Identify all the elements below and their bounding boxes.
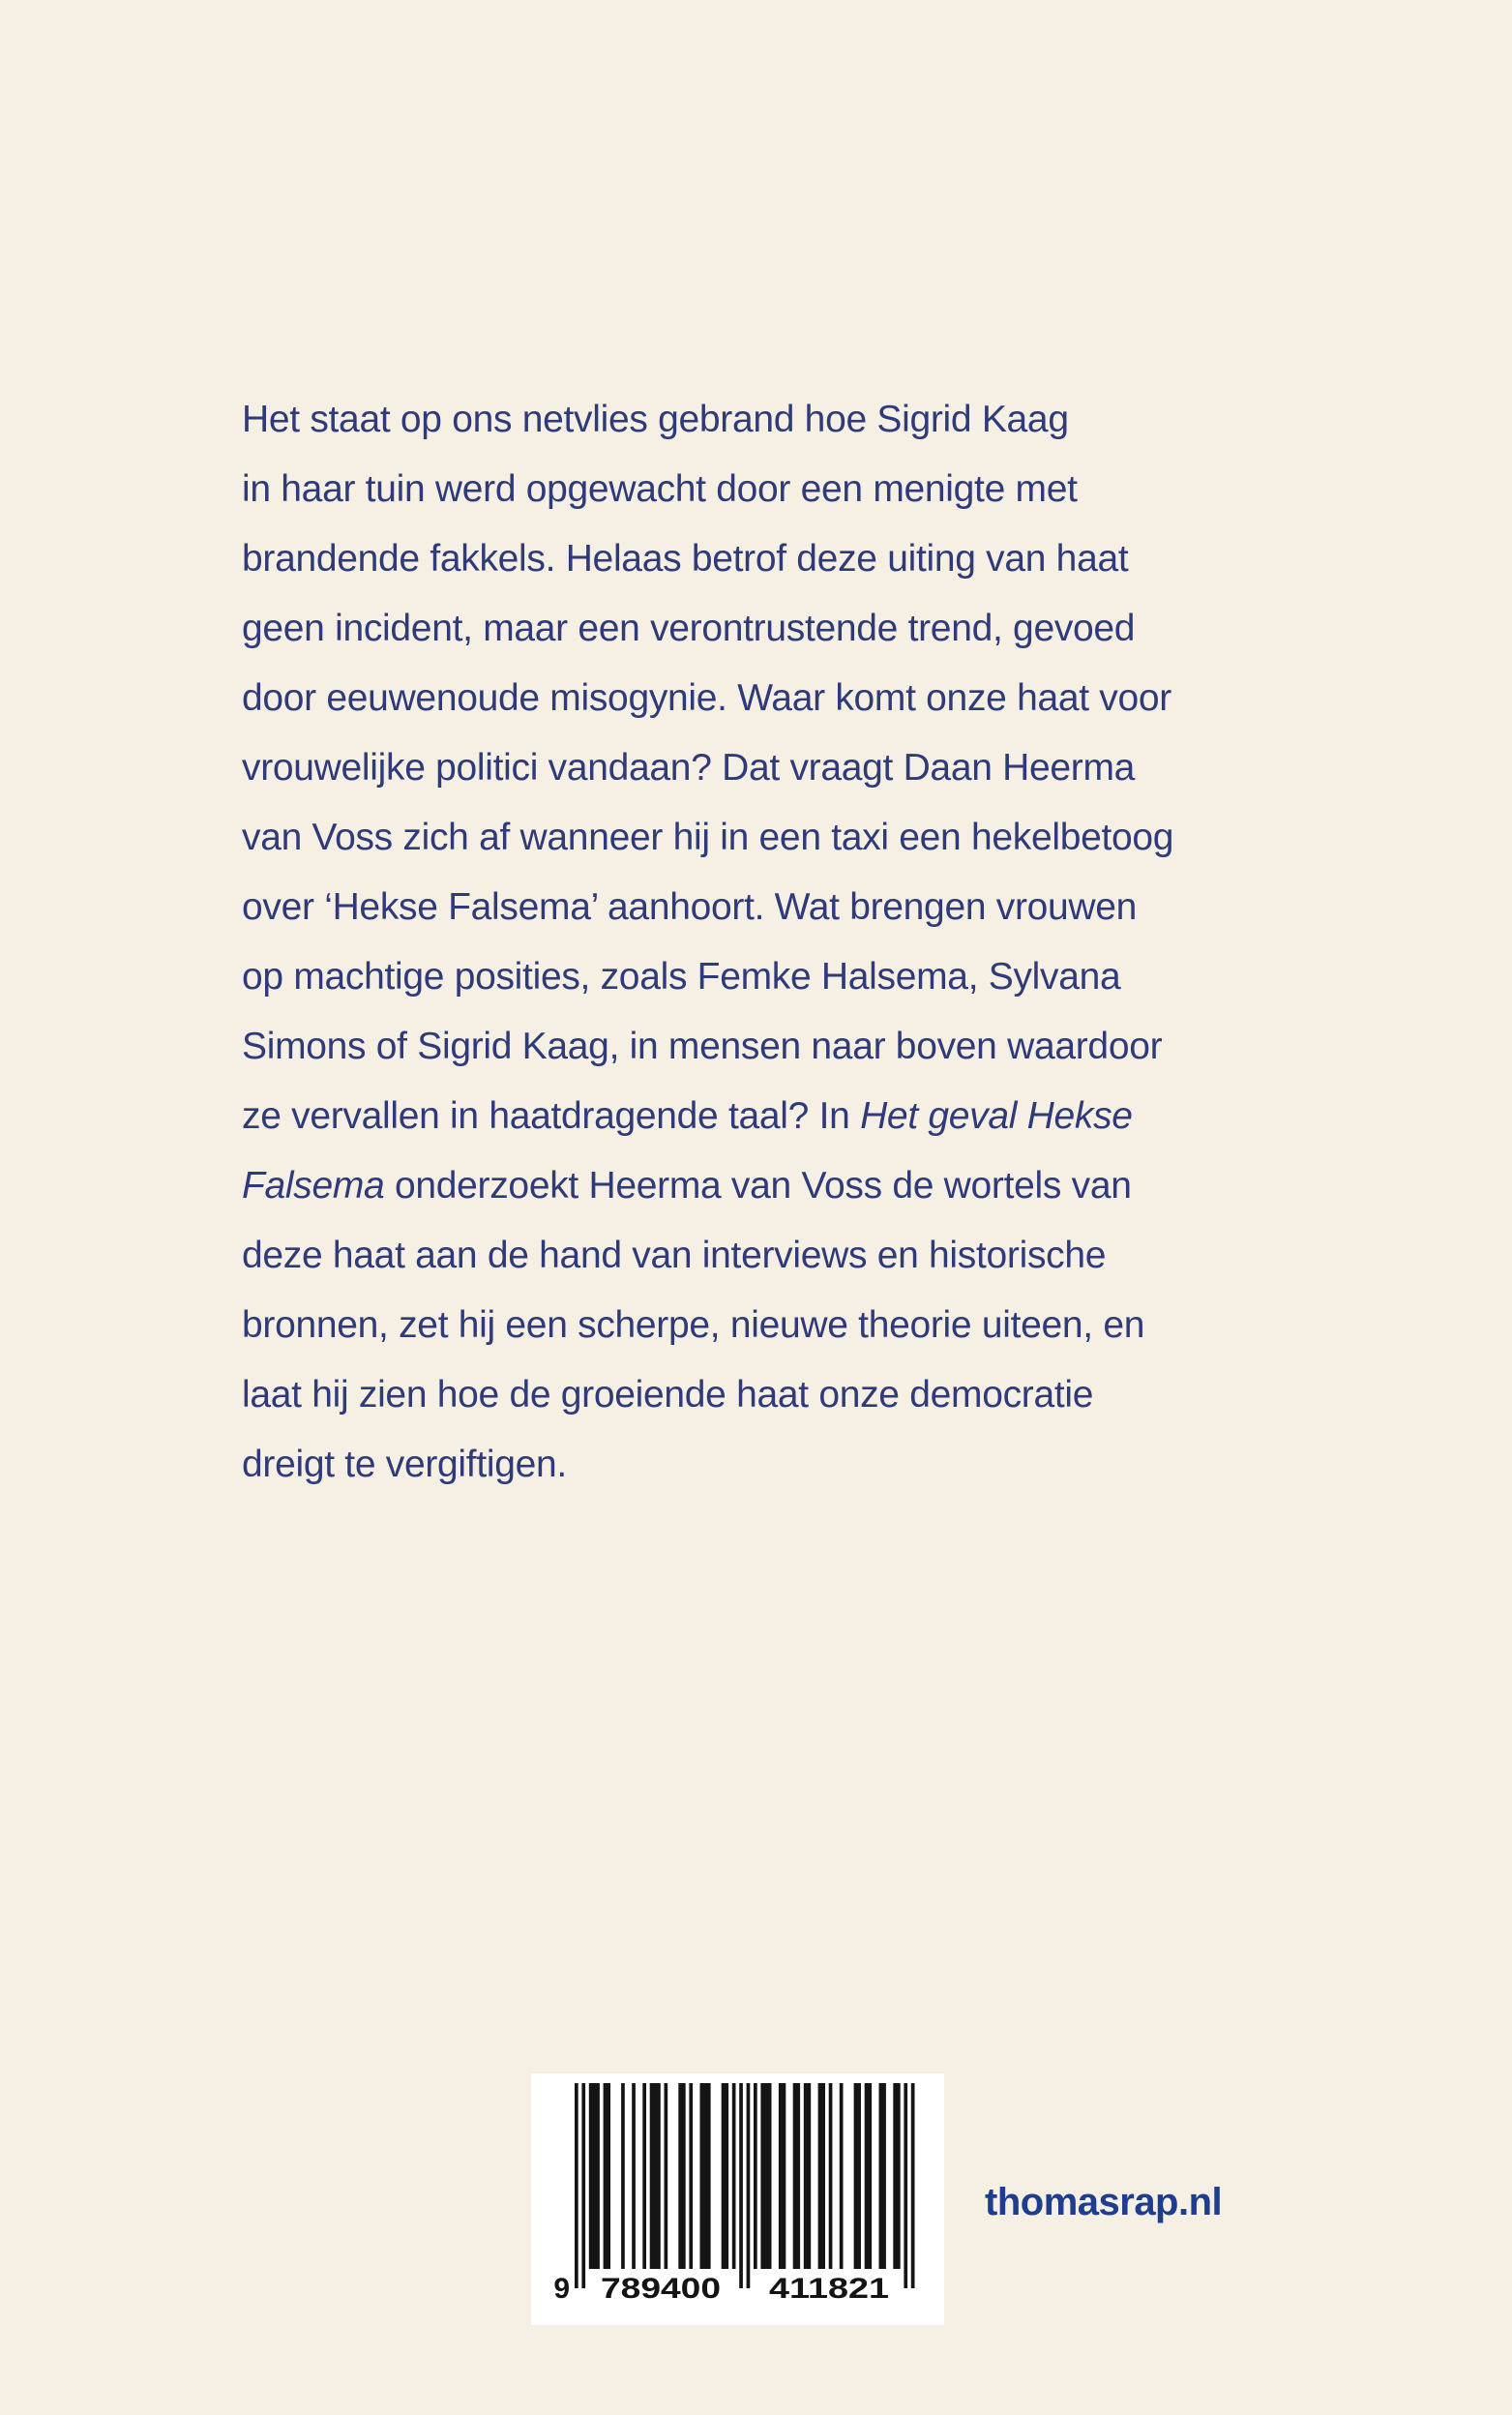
barcode-bar [840, 2083, 844, 2269]
barcode-bar [739, 2083, 743, 2288]
blurb-line [242, 1082, 1296, 1151]
blurb-segment: Het staat op ons netvlies gebrand hoe Sigrid Kaag [242, 399, 1069, 440]
barcode-bar [904, 2083, 907, 2288]
barcode-bar [879, 2083, 886, 2269]
blurb-line [242, 1221, 1296, 1291]
blurb-line [242, 733, 1296, 803]
barcode-isbn-digits: 9 [553, 2273, 570, 2305]
barcode-isbn-digits: 411821 [769, 2273, 889, 2305]
blurb-segment: Simons of Sigrid Kaag, in mensen naar boven waardoor [242, 1026, 1163, 1067]
blurb-segment: bronnen, zet hij een scherpe, nieuwe theorie uiteen, en [242, 1304, 1145, 1346]
blurb-segment: dreigt te vergiftigen. [242, 1444, 567, 1485]
blurb-line [242, 1430, 1296, 1500]
barcode-bar [665, 2083, 668, 2269]
barcode-bar [589, 2083, 600, 2269]
barcode-bar [689, 2083, 693, 2269]
barcode-bar [760, 2083, 771, 2269]
barcode-bar [581, 2083, 585, 2288]
barcode-bar [911, 2083, 915, 2288]
blurb-segment: over ‘Hekse Falsema’ aanhoort. Wat brengen vrouwen [242, 886, 1138, 928]
blurb-line [242, 385, 1296, 455]
blurb-line [242, 1012, 1296, 1082]
blurb-line [242, 1291, 1296, 1360]
book-title-italic: Het geval Hekse [860, 1095, 1133, 1137]
blurb-line [242, 803, 1296, 873]
barcode-bar [829, 2083, 833, 2269]
blurb-line [242, 664, 1296, 733]
barcode [531, 2073, 944, 2325]
barcode-bar [604, 2083, 610, 2269]
barcode-isbn-digits: 789400 [601, 2273, 721, 2305]
blurb-segment: in haar tuin werd opgewacht door een menigte met [242, 468, 1078, 510]
barcode-bar [818, 2083, 825, 2269]
barcode-bar [854, 2083, 861, 2269]
blurb-line [242, 455, 1296, 524]
blurb-line [242, 524, 1296, 594]
barcode-bar [747, 2083, 751, 2288]
barcode-bar [678, 2083, 685, 2269]
publisher-website-link[interactable]: thomasrap.nl [985, 2181, 1223, 2223]
blurb-line [242, 1360, 1296, 1430]
barcode-bar [779, 2083, 786, 2269]
barcode-bar [732, 2083, 736, 2269]
barcode-bar [865, 2083, 872, 2269]
barcode-bar [754, 2083, 757, 2269]
blurb-segment: brandende fakkels. Helaas betrof deze uiting van haat [242, 538, 1129, 580]
book-title-italic: Falsema [242, 1165, 385, 1207]
blurb-segment: vrouwelijke politici vandaan? Dat vraagt Daan Heerma [242, 747, 1136, 789]
blurb-segment: deze haat aan de hand van interviews en historische [242, 1235, 1107, 1276]
barcode-bar [632, 2083, 636, 2269]
blurb-segment: door eeuwenoude misogynie. Waar komt onze haat voor [242, 677, 1171, 719]
barcode-bar [575, 2083, 578, 2288]
barcode-bar [793, 2083, 800, 2269]
barcode-bar [722, 2083, 728, 2269]
blurb-line [242, 594, 1296, 664]
blurb-segment: onderzoekt Heerma van Voss de wortels van [384, 1165, 1132, 1207]
barcode-bar [700, 2083, 711, 2269]
blurb-line [242, 1151, 1296, 1221]
blurb-segment: van Voss zich af wanneer hij in een taxi een hekelbetoog [242, 817, 1174, 858]
barcode-bars [531, 2073, 944, 2325]
barcode-bar [650, 2083, 661, 2269]
blurb-segment: ze vervallen in haatdragende taal? In [242, 1095, 861, 1137]
blurb-segment: op machtige posities, zoals Femke Halsema, Sylvana [242, 956, 1121, 998]
blurb-segment: laat hij zien hoe de groeiende haat onze democratie [242, 1374, 1094, 1416]
blurb-segment: geen incident, maar een verontrustende trend, gevoed [242, 608, 1136, 649]
blurb-line [242, 873, 1296, 942]
barcode-bar [621, 2083, 625, 2269]
barcode-bar [642, 2083, 646, 2269]
barcode-bar [804, 2083, 811, 2269]
blurb-text [242, 385, 1296, 1500]
barcode-bar [893, 2083, 900, 2269]
blurb-line [242, 942, 1296, 1012]
